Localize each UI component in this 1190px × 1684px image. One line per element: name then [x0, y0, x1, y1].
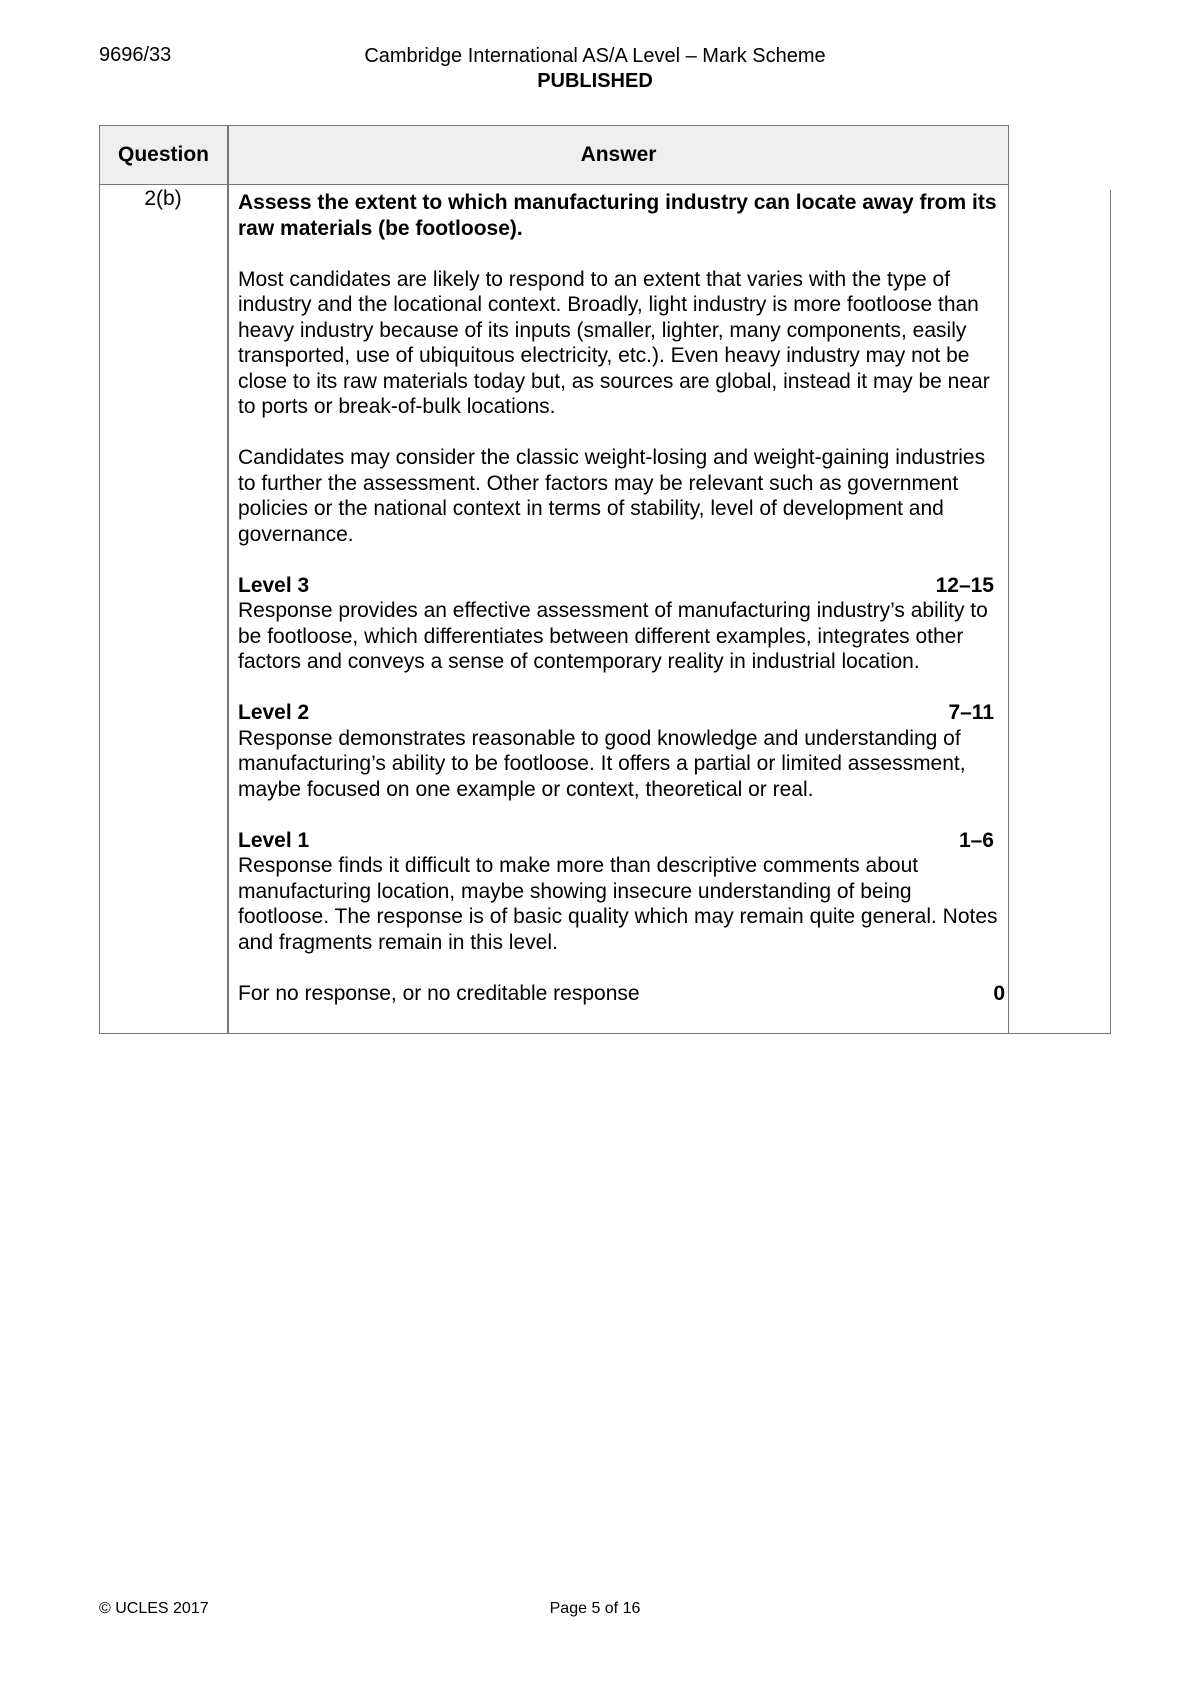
table-bottom-border [99, 1033, 1111, 1034]
no-response-text: For no response, or no creditable response [238, 981, 640, 1005]
table-left-border [99, 125, 100, 1034]
level-name: Level 1 [238, 828, 310, 852]
document-title: Cambridge International AS/A Level – Mark Scheme [364, 45, 826, 67]
marks-right-border [1110, 190, 1111, 1034]
header-code: 9696/33 [99, 44, 172, 66]
mark-scheme-table [99, 125, 1111, 1034]
level-block [238, 828, 1005, 956]
no-response-marks: 0 [993, 981, 1005, 1005]
level-heading [238, 573, 1005, 599]
level-block [238, 700, 1005, 802]
no-response-row [238, 981, 1005, 1007]
answer-divider [1008, 125, 1009, 1034]
question-column-header: Question [100, 125, 227, 184]
level-descriptor: Response provides an effective assessment of manufacturing industry’s ability to be footloose, which differentiates between different examples, integrates other factors and conveys a sense of contemporary reality in industrial location. [238, 599, 988, 673]
guidance-paragraph-1: Most candidates are likely to respond to an extent that varies with the type of industry and the locational context. Broadly, light industry is more footloose than heavy industry because of its inputs (smaller, lighter, many components, easily transported, use of ubiquitous electricity, etc.). Even heavy industry may not be close to its raw materials today but, as sources are global, instead it may be near to ports or break-of-bulk locations. [238, 267, 990, 418]
question-number: 2(b) [144, 187, 182, 210]
level-heading [238, 828, 1005, 854]
level-name: Level 3 [238, 573, 310, 597]
level-marks: 1–6 [958, 828, 994, 852]
level-marks: 7–11 [948, 701, 994, 724]
level-marks: 12–15 [935, 573, 994, 597]
header-title [0, 44, 1190, 94]
table-top-border [99, 125, 1009, 126]
guidance-paragraph-2: Candidates may consider the classic weight-losing and weight-gaining industries to further the assessment. Other factors may be relevant such as government policies or the national context in terms of stability, level of development and governance. [238, 446, 986, 546]
level-descriptor: Response finds it difficult to make more than descriptive comments about manufacturing location, maybe showing insecure understanding of being footloose. The response is of basic quality which may remain quite general. Notes and fragments remain in this level. [238, 854, 998, 954]
header-bottom-border [99, 184, 1009, 185]
question-divider [227, 125, 229, 1034]
answer-cell [238, 190, 1005, 1006]
page-number: Page 5 of 16 [549, 1600, 641, 1617]
level-descriptor: Response demonstrates reasonable to good knowledge and understanding of manufacturing’s ability to be footloose. It offers a partial or limited assessment, maybe focused on one example or context, theoretical or real. [238, 726, 966, 801]
level-heading [238, 700, 1005, 726]
level-block [238, 573, 1005, 675]
answer-column-header: Answer [229, 125, 1008, 184]
level-name: Level 2 [238, 701, 310, 724]
published-label: PUBLISHED [537, 70, 653, 92]
question-prompt: Assess the extent to which manufacturing industry can locate away from its raw materials (be footloose). [238, 191, 997, 240]
copyright-notice: © UCLES 2017 [99, 1600, 209, 1617]
